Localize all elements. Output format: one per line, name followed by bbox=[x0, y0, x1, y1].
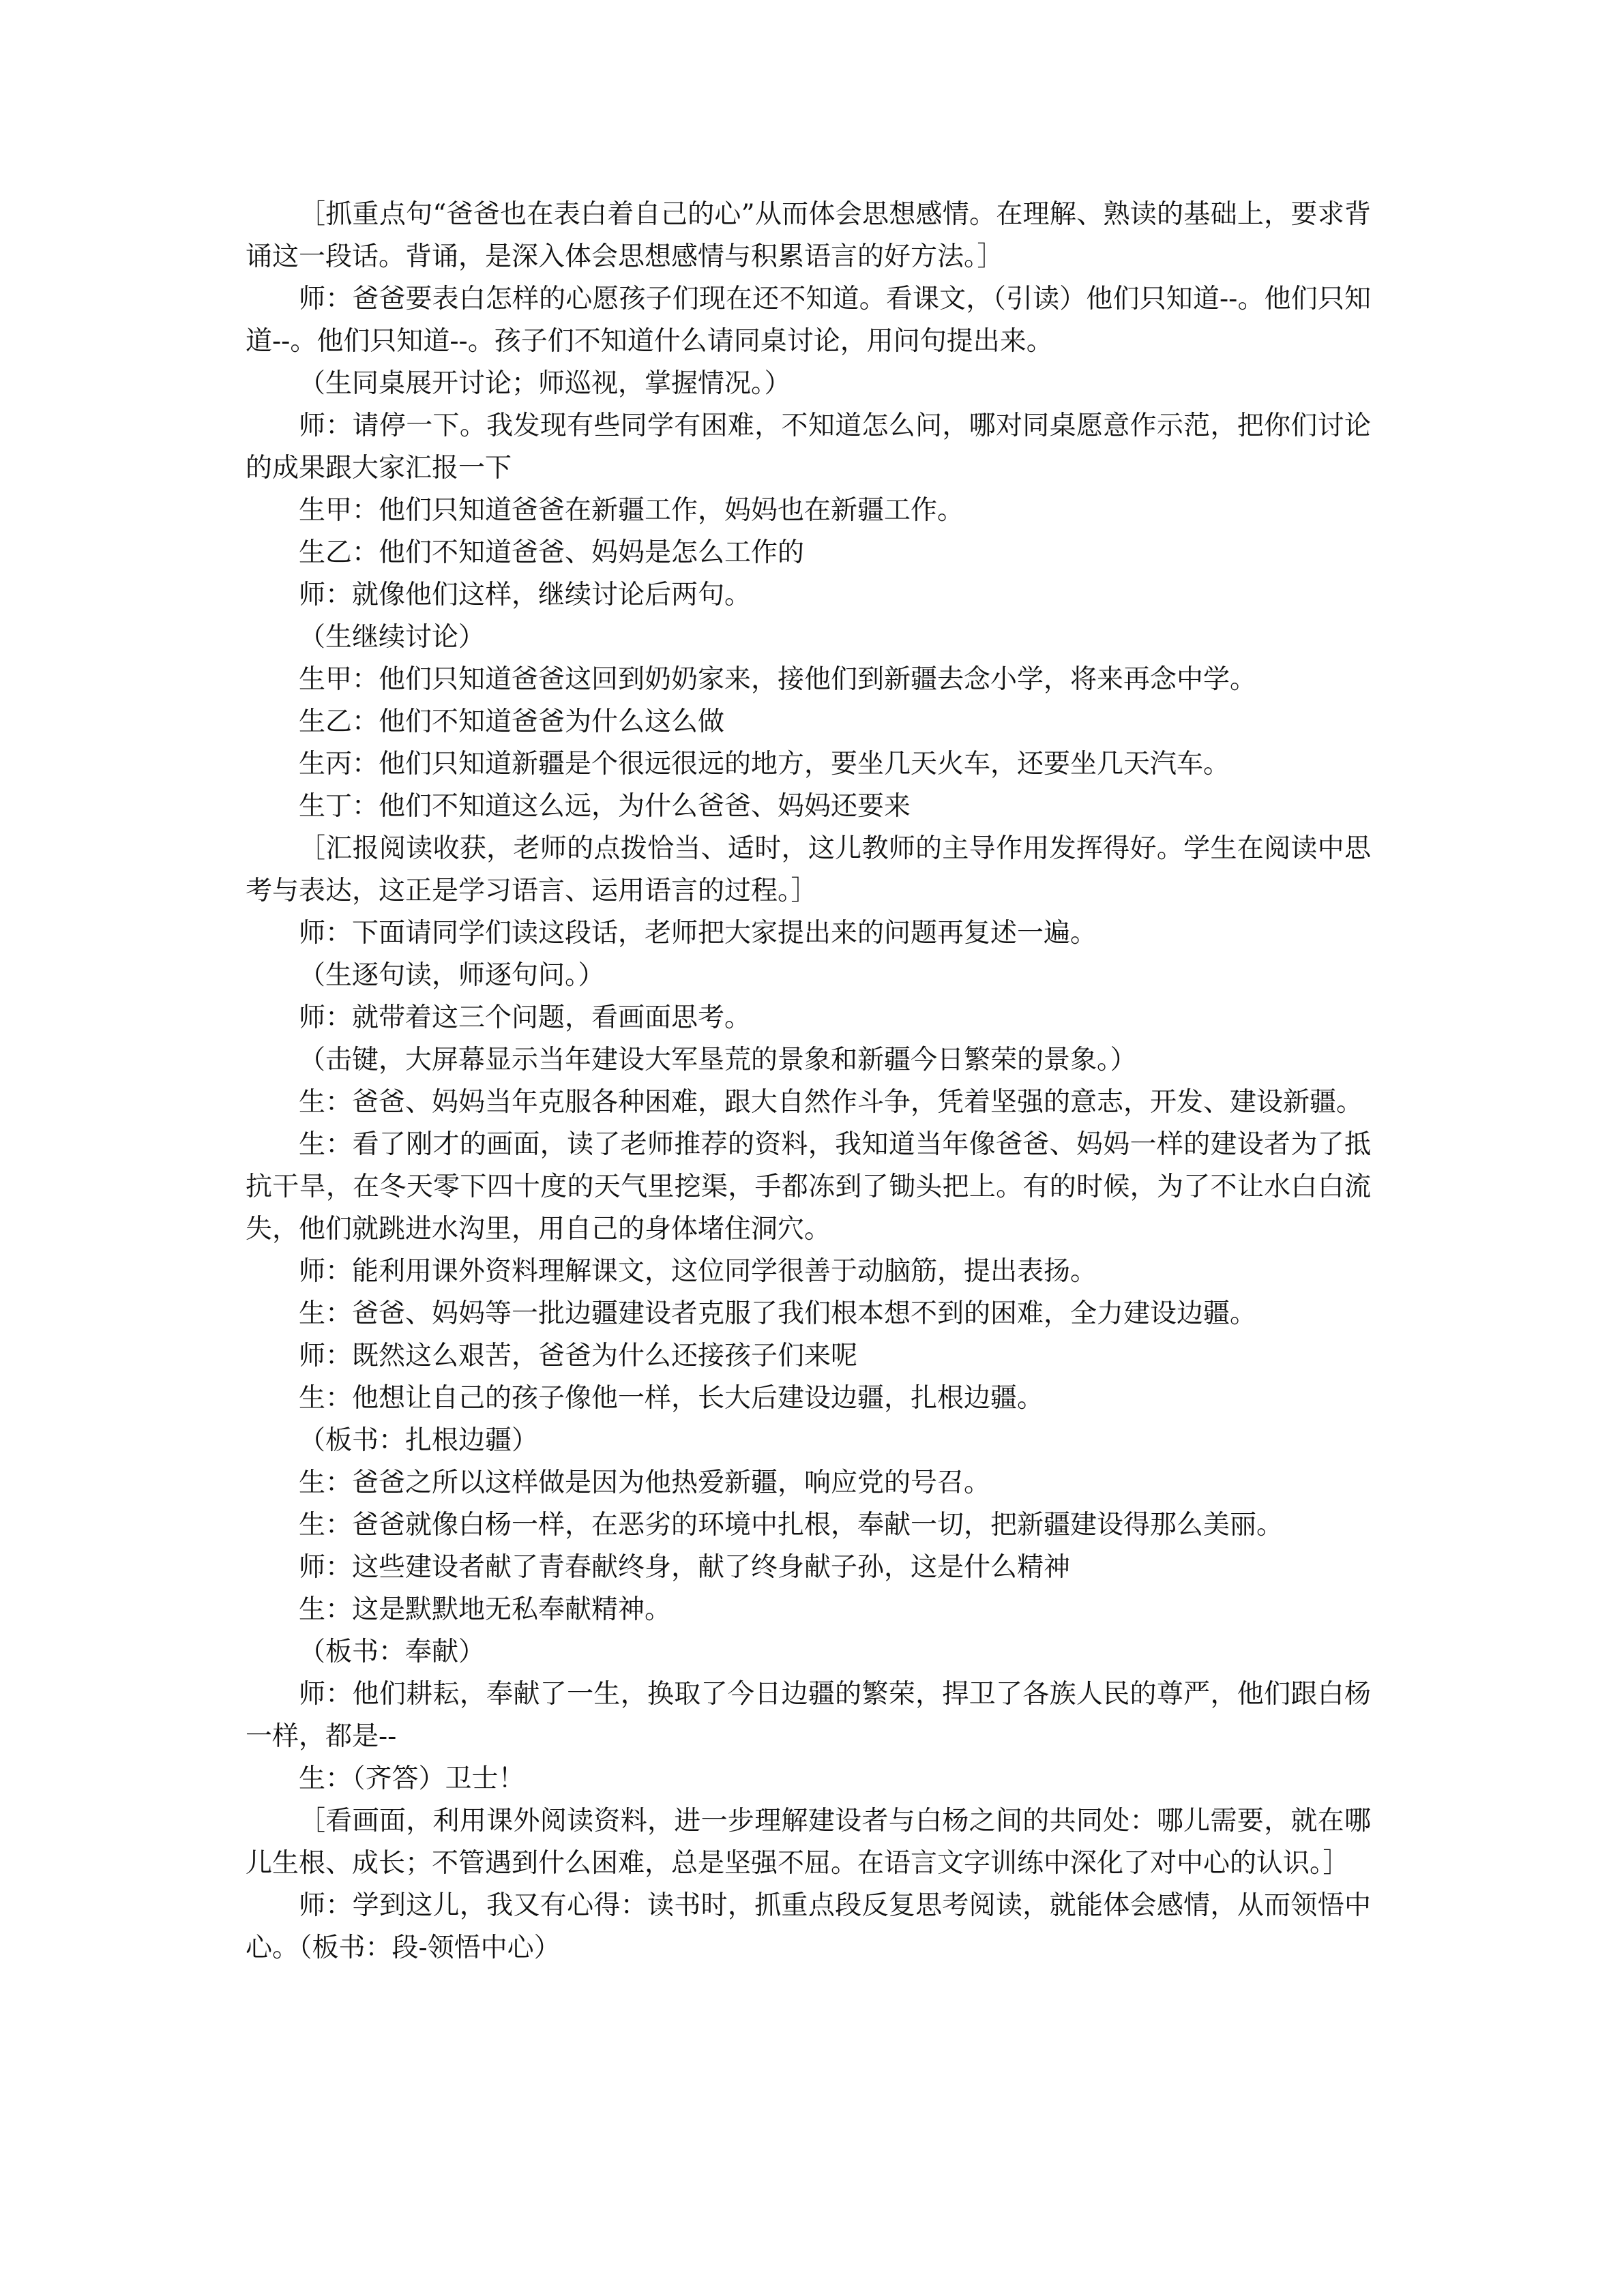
paragraph: 师：既然这么艰苦，爸爸为什么还接孩子们来呢 bbox=[299, 1341, 858, 1371]
paragraph: 生：（齐答）卫士！ bbox=[299, 1763, 525, 1794]
paragraph: （板书：扎根边疆） bbox=[299, 1425, 539, 1456]
paragraph: 生：爸爸就像白杨一样，在恶劣的环境中扎根，奉献一切，把新疆建设得那么美丽。 bbox=[299, 1510, 1284, 1540]
paragraph: 生乙：他们不知道爸爸为什么这么做 bbox=[299, 706, 725, 737]
paragraph: ［抓重点句“爸爸也在表白着自己的心”从而体会思想感情。在理解、熟读的基础上，要求背诵这一段话。背诵，是深入体会思想感情与积累语言的好方法。］ bbox=[246, 199, 1371, 272]
paragraph: 生：爸爸、妈妈等一批边疆建设者克服了我们根本想不到的困难，全力建设边疆。 bbox=[299, 1298, 1257, 1329]
paragraph: （板书：奉献） bbox=[299, 1637, 486, 1667]
paragraph: 师：爸爸要表白怎样的心愿孩子们现在还不知道。看课文，（引读）他们只知道--。他们只知道--。他们只知道--。孩子们不知道什么请同桌讨论，用问句提出来。 bbox=[246, 284, 1371, 357]
paragraph: ［看画面，利用课外阅读资料，进一步理解建设者与白杨之间的共同处：哪儿需要，就在哪儿生根、成长；不管遇到什么困难，总是坚强不屈。在语言文字训练中深化了对中心的认识。］ bbox=[246, 1806, 1371, 1879]
paragraph: 生：爸爸之所以这样做是因为他热爱新疆，响应党的号召。 bbox=[299, 1467, 991, 1498]
paragraph: 生丙：他们只知道新疆是个很远很远的地方，要坐几天火车，还要坐几天汽车。 bbox=[299, 749, 1230, 779]
paragraph: 生：他想让自己的孩子像他一样，长大后建设边疆，扎根边疆。 bbox=[299, 1383, 1044, 1414]
paragraph: 师：就带着这三个问题，看画面思考。 bbox=[299, 1002, 752, 1033]
paragraph: 生甲：他们只知道爸爸在新疆工作，妈妈也在新疆工作。 bbox=[299, 495, 964, 526]
paragraph: 师：就像他们这样，继续讨论后两句。 bbox=[299, 580, 752, 610]
document-body bbox=[246, 194, 1371, 1969]
paragraph: 生丁：他们不知道这么远，为什么爸爸、妈妈还要来 bbox=[299, 791, 911, 822]
paragraph: （生逐句读，师逐句问。） bbox=[299, 960, 605, 991]
paragraph: 师：这些建设者献了青春献终身，献了终身献子孙，这是什么精神 bbox=[299, 1552, 1071, 1583]
paragraph: 师：能利用课外资料理解课文，这位同学很善于动脑筋，提出表扬。 bbox=[299, 1256, 1097, 1287]
paragraph: 师：学到这儿，我又有心得：读书时，抓重点段反复思考阅读，就能体会感情，从而领悟中心。（板书：段-领悟中心） bbox=[246, 1890, 1371, 1963]
paragraph: 生乙：他们不知道爸爸、妈妈是怎么工作的 bbox=[299, 537, 805, 568]
paragraph: 生：爸爸、妈妈当年克服各种困难，跟大自然作斗争，凭着坚强的意志，开发、建设新疆。 bbox=[299, 1087, 1363, 1118]
paragraph: 生甲：他们只知道爸爸这回到奶奶家来，接他们到新疆去念小学，将来再念中学。 bbox=[299, 664, 1257, 695]
paragraph: ［汇报阅读收获，老师的点拨恰当、适时，这儿教师的主导作用发挥得好。学生在阅读中思考与表达，这正是学习语言、运用语言的过程。］ bbox=[246, 833, 1371, 906]
paragraph: （击键，大屏幕显示当年建设大军垦荒的景象和新疆今日繁荣的景象。） bbox=[299, 1045, 1137, 1075]
paragraph: 生：看了刚才的画面，读了老师推荐的资料，我知道当年像爸爸、妈妈一样的建设者为了抵抗干旱，在冬天零下四十度的天气里挖渠，手都冻到了锄头把上。有的时候，为了不让水白白流失，他们就跳进水沟里，用自己的身体堵住洞穴。 bbox=[246, 1129, 1371, 1244]
paragraph: （生继续讨论） bbox=[299, 622, 486, 653]
paragraph: （生同桌展开讨论；师巡视，掌握情况。） bbox=[299, 368, 791, 399]
paragraph: 生：这是默默地无私奉献精神。 bbox=[299, 1594, 672, 1625]
paragraph: 师：下面请同学们读这段话，老师把大家提出来的问题再复述一遍。 bbox=[299, 918, 1097, 949]
paragraph: 师：他们耕耘，奉献了一生，换取了今日边疆的繁荣，捍卫了各族人民的尊严，他们跟白杨一样，都是-- bbox=[246, 1679, 1371, 1752]
paragraph: 师：请停一下。我发现有些同学有困难，不知道怎么问，哪对同桌愿意作示范，把你们讨论的成果跟大家汇报一下 bbox=[246, 411, 1371, 483]
